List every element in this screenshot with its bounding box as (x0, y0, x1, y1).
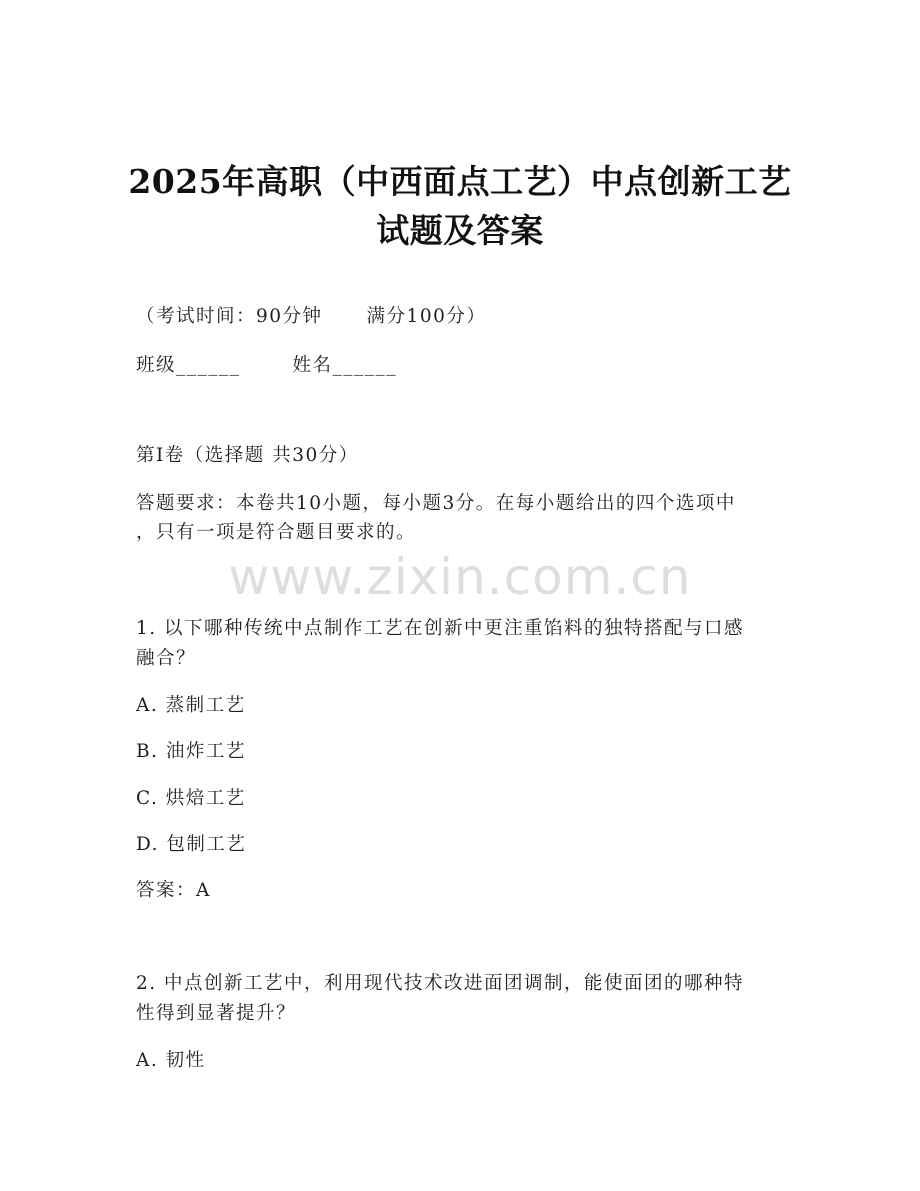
question-1-answer: 答案：A (136, 880, 211, 901)
question-1-option-c: C. 烘焙工艺 (136, 788, 246, 809)
question-1-option-d: D. 包制工艺 (136, 834, 247, 855)
student-info (136, 351, 397, 377)
exam-time: （考试时间：90分钟 (136, 306, 323, 327)
section-requirement-line-2: ，只有一项是符合题目要求的。 (136, 522, 417, 543)
question-2-option-a: A. 韧性 (136, 1050, 206, 1071)
exam-score: 满分100分） (366, 306, 487, 327)
exam-info (136, 302, 486, 328)
question-1-stem-line-1: 1. 以下哪种传统中点制作工艺在创新中更注重馅料的独特搭配与口感 (136, 618, 745, 639)
section-title: 第I卷（选择题 共30分） (136, 445, 359, 466)
question-1-option-a: A. 蒸制工艺 (136, 695, 246, 716)
section-requirement-line-1: 答题要求：本卷共10小题，每小题3分。在每小题给出的四个选项中 (136, 493, 736, 514)
question-1-option-b: B. 油炸工艺 (136, 741, 246, 762)
watermark: www.zixin.com.cn (228, 548, 692, 606)
class-field: 班级______ (136, 355, 241, 376)
question-2-stem-line-1: 2. 中点创新工艺中，利用现代技术改进面团调制，能使面团的哪种特 (136, 973, 745, 994)
question-2-stem-line-2: 性得到显著提升？ (136, 1003, 297, 1024)
name-field: 姓名______ (292, 355, 398, 376)
title-line-2: 试题及答案 (376, 211, 544, 250)
title-line-1: 2025年高职（中西面点工艺）中点创新工艺 (128, 162, 792, 201)
question-1-stem-line-2: 融合？ (136, 648, 197, 669)
